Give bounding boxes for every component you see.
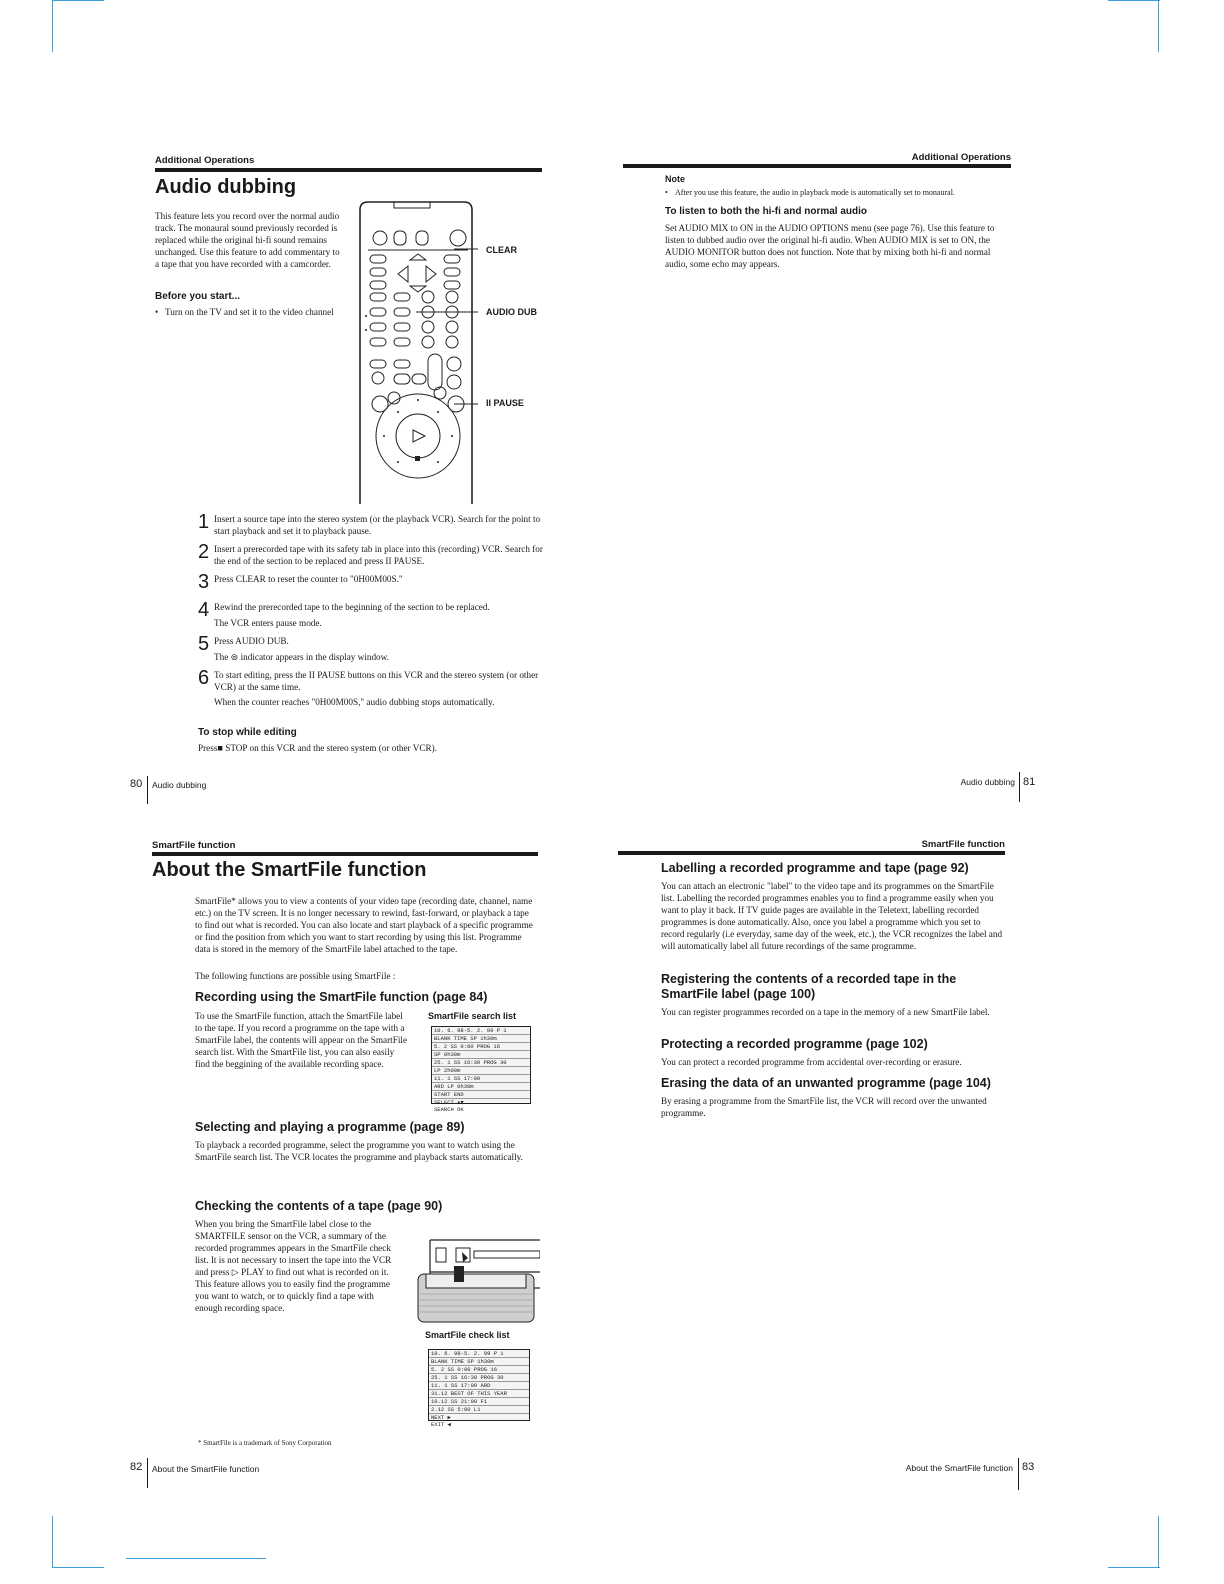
crop-mark-top-right-h <box>1108 0 1160 1</box>
search-list-caption: SmartFile search list <box>428 1011 517 1021</box>
step-text: Insert a source tape into the stereo system (or the playback VCR). Search for the point to start playback and set it to playback pause. <box>214 514 541 536</box>
erasing-heading: Erasing the data of an unwanted programme (page 104) <box>661 1076 991 1090</box>
checking-heading: Checking the contents of a tape (page 90) <box>195 1199 443 1213</box>
listen-text: Set AUDIO MIX to ON in the AUDIO OPTIONS menu (see page 76). Use this feature to listen to dubbed audio over the original hi-fi audio. When AUDIO MIX is set to ON, the AUDIO MONITOR button does not function. Note that by mixing both hi-fi and normal audio, some echo may appears. <box>665 223 995 269</box>
stop-heading: To stop while editing <box>198 727 297 738</box>
section-rule <box>623 164 1011 168</box>
intro-paragraph-2: The following functions are possible using SmartFile : <box>195 971 396 981</box>
check-list-row: BLANK TIME SP 1h30m <box>429 1358 529 1366</box>
registering-text: You can register programmes recorded on a tape in the memory of a new SmartFile label. <box>661 1007 990 1017</box>
footnote: * SmartFile is a trademark of Sony Corporation <box>198 1439 332 1447</box>
step-number: 2 <box>198 541 210 563</box>
stop-text: Press■ STOP on this VCR and the stereo system (or other VCR). <box>198 743 437 753</box>
protecting-heading: Protecting a recorded programme (page 102) <box>661 1037 928 1051</box>
footer-title: Audio dubbing <box>960 777 1015 787</box>
step-note: The VCR enters pause mode. <box>214 618 322 628</box>
search-list-row: SEARCH OK <box>434 1106 464 1113</box>
check-list-row: EXIT ◀ <box>431 1421 451 1428</box>
crop-mark-top-right-v <box>1158 0 1159 52</box>
listen-heading: To listen to both the hi-fi and normal audio <box>665 206 868 217</box>
registering-heading: Registering the contents of a recorded tape in the SmartFile label (page 100) <box>661 972 957 1001</box>
search-list-screen <box>431 1026 531 1113</box>
crop-mark-top-left-v <box>52 0 53 52</box>
note-item-text: After you use this feature, the audio in playback mode is automatically set to monaural. <box>675 188 955 197</box>
step-number: 4 <box>198 599 210 621</box>
check-list-row: 25. 1 SS 16:30 PROG 30 <box>429 1374 529 1382</box>
step-note: When the counter reaches "0H00M00S," audio dubbing stops automatically. <box>214 697 495 707</box>
check-list-row: 10. 6. 98-5. 2. 99 P 1 <box>429 1350 529 1358</box>
check-list-row: 11. 1 SS 17:00 ARD <box>429 1382 529 1390</box>
crop-mark-bottom-left-v <box>52 1516 53 1568</box>
crop-mark-bottom-left-h <box>52 1567 104 1568</box>
section-label: Additional Operations <box>155 155 255 166</box>
section-label: Additional Operations <box>911 152 1011 163</box>
note-item: • After you use this feature, the audio in playback mode is automatically set to monaural. <box>665 187 1011 199</box>
search-list-row: LP 2h00m <box>432 1067 530 1075</box>
intro-paragraph: This feature lets you record over the normal audio track. The monaural sound previously recorded is replaced while the original hi-fi sound remains unchanged. Use this feature to add commentary to a tape that you have recorded with a camcorder. <box>155 211 340 269</box>
before-heading: Before you start... <box>155 291 241 302</box>
step <box>198 634 544 668</box>
step <box>198 572 544 600</box>
page-number: 83 <box>1022 1461 1035 1473</box>
crop-mark-bottom-right-v <box>1158 1516 1159 1568</box>
page-number: 81 <box>1023 776 1036 788</box>
check-list-row: 10.12 SS 21:00 F1 <box>429 1398 529 1406</box>
recording-text: To use the SmartFile function, attach the SmartFile label to the tape. If you record a programme on the tape with a SmartFile label, the contents will appear on the SmartFile search list. With the SmartFile list, you can also easily find the beggining of the available recording space. <box>195 1011 408 1069</box>
step-text: Insert a prerecorded tape with its safety tab in place into this (recording) VCR. Search for the end of the section to be replaced and press II PAUSE. <box>214 544 543 566</box>
erasing-text: By erasing a programme from the SmartFile list, the VCR will record over the unwanted programme. <box>661 1096 987 1118</box>
footer-title: Audio dubbing <box>152 780 207 790</box>
before-item: • Turn on the TV and set it to the video channel <box>155 307 334 317</box>
section-label: SmartFile function <box>921 839 1005 850</box>
page-title: Audio dubbing <box>155 176 297 198</box>
search-list-row: 10. 6. 98-5. 2. 99 P 1 <box>432 1027 530 1035</box>
step-number: 1 <box>198 511 210 533</box>
page-number: 82 <box>130 1461 143 1473</box>
section-rule <box>155 168 542 172</box>
section-label: SmartFile function <box>152 840 236 851</box>
check-list-row: NEXT ▶ <box>431 1414 451 1421</box>
vcr-illustration <box>416 1232 540 1324</box>
step-text: Press CLEAR to reset the counter to "0H00M00S." <box>214 574 403 584</box>
intro-paragraph: SmartFile* allows you to view a contents of your video tape (recording date, channel, name etc.) on the TV screen. It is no longer necessary to rewind, fast-forward, or playback a tape to find out what is recorded. You can also locate and start playback of a specific programme or find the position from which you want to start recording by using this list. Programme data is stored in the memory of the SmartFile label attached to the tape. <box>195 896 533 954</box>
note-heading: Note <box>665 174 685 184</box>
step-number: 6 <box>198 667 210 689</box>
check-list-row: 31.12 BEST OF THIS YEAR <box>429 1390 529 1398</box>
search-list-row: SP 0h30m <box>432 1051 530 1059</box>
callout-clear: CLEAR <box>486 245 517 255</box>
step-number: 3 <box>198 571 210 593</box>
footer-divider <box>1019 772 1020 802</box>
step <box>198 542 544 572</box>
selecting-heading: Selecting and playing a programme (page 89) <box>195 1120 465 1134</box>
search-list-row: ARD LP 0h30m <box>432 1083 530 1091</box>
page-number: 80 <box>130 778 143 790</box>
bottom-blue-line <box>126 1558 266 1559</box>
step-number: 5 <box>198 633 210 655</box>
section-rule <box>618 851 1005 855</box>
recording-heading: Recording using the SmartFile function (page 84) <box>195 990 488 1004</box>
step-list <box>198 512 544 712</box>
search-list-row: BLANK TIME SP 1h30m <box>432 1035 530 1043</box>
search-list-row: START END <box>432 1091 530 1099</box>
check-list-row: 2.12 SS 5:00 L1 <box>429 1406 529 1414</box>
search-list-row: SELECT ▲▼ <box>434 1099 464 1106</box>
checking-text: When you bring the SmartFile label close to the SMARTFILE sensor on the VCR, a summary of the recorded programmes appears in the SmartFile check list. It is not necessary to insert the tape into the VCR and press ▷ PLAY to find out what is recorded on it. This feature allows you to easily find the programme you want to watch, or to quickly find a tape with enough recording space. <box>195 1219 392 1313</box>
callout-audio-dub: AUDIO DUB <box>486 307 537 317</box>
step-text: Press AUDIO DUB. <box>214 636 289 646</box>
remote-control-illustration <box>358 200 478 504</box>
step <box>198 600 544 634</box>
search-list-row: 25. 1 SS 16:30 PROG 30 <box>432 1059 530 1067</box>
check-list-caption: SmartFile check list <box>425 1330 510 1340</box>
footer-divider <box>1018 1458 1019 1490</box>
step-note: The ⊜ indicator appears in the display window. <box>214 652 389 662</box>
crop-mark-top-left-h <box>52 0 104 1</box>
section-rule <box>152 852 538 856</box>
labelling-text: You can attach an electronic "label" to the video tape and its programmes on the SmartFile list. Labelling the recorded programmes enables you to find a programme easily when you want to play it back. If TV guide pages are available in the Teletext, labelling recorded programmes is done automatically. Also, once you label a programme which you set to record regularly (i.e everyday, same day of the week, etc.), the VCR recognizes the label and will automatically label all future recordings of the same programme. <box>661 881 1003 951</box>
footer-divider <box>147 1458 148 1488</box>
footer-title: About the SmartFile function <box>152 1464 260 1474</box>
crop-mark-bottom-right-h <box>1108 1567 1160 1568</box>
footer-divider <box>147 776 148 804</box>
protecting-text: You can protect a recorded programme from accidental over-recording or erasure. <box>661 1057 962 1067</box>
callout-pause: II PAUSE <box>486 398 524 408</box>
check-list-screen <box>428 1349 530 1428</box>
check-list-row: 5. 2 SS 0:00 PROG 16 <box>429 1366 529 1374</box>
step <box>198 512 544 538</box>
page-title: About the SmartFile function <box>152 859 427 881</box>
before-item-text: Turn on the TV and set it to the video channel <box>165 307 334 317</box>
selecting-text: To playback a recorded programme, select the programme you want to watch using the SmartFile search list. The VCR locates the programme and playback starts automatically. <box>195 1140 523 1162</box>
search-list-row: 11. 1 SS 17:00 <box>432 1075 530 1083</box>
step-text: To start editing, press the II PAUSE buttons on this VCR and the stereo system (or other VCR) at the same time. <box>214 670 539 692</box>
step-text: Rewind the prerecorded tape to the beginning of the section to be replaced. <box>214 602 490 612</box>
step <box>198 668 544 712</box>
footer-title: About the SmartFile function <box>905 1463 1013 1473</box>
labelling-heading: Labelling a recorded programme and tape (page 92) <box>661 861 969 875</box>
search-list-row: 5. 2 SS 0:00 PROG 16 <box>432 1043 530 1051</box>
